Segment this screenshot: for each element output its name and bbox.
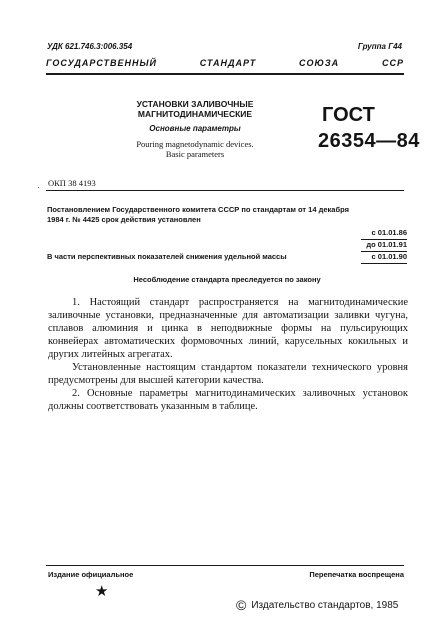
group-code: Группа Г44 bbox=[357, 42, 402, 51]
perspective-indicators-text: В части перспективных показателей снижения удельной массы bbox=[47, 252, 287, 261]
publisher-line bbox=[236, 597, 398, 613]
margin-mark: · bbox=[37, 183, 40, 192]
english-title-line-2: Basic parameters bbox=[165, 149, 225, 159]
udk-code: УДК 621.746.3:006.354 bbox=[47, 42, 133, 51]
english-title bbox=[110, 139, 280, 159]
paragraph-3: 2. Основные параметры магнитодинамических заливочных установок должны соответствовать указанным в таблице. bbox=[48, 388, 408, 412]
copyright-icon: © bbox=[236, 597, 247, 613]
star-icon: ★ bbox=[95, 583, 109, 600]
official-edition-label: Издание официальное bbox=[48, 570, 134, 579]
perspective-date: с 01.01.90 bbox=[361, 252, 407, 264]
gost-number: 26354—84 bbox=[318, 130, 420, 152]
decree-line-2: 1984 г. № 4425 срок действия установлен bbox=[47, 215, 201, 224]
decree-line-1: Постановлением Государственного комитета СССР по стандартам от 14 декабря bbox=[47, 205, 349, 214]
validity-date-to: до 01.01.91 bbox=[361, 240, 407, 252]
legal-warning: Несоблюдение стандарта преследуется по закону bbox=[133, 275, 321, 284]
paragraph-2: Установленные настоящим стандартом показатели технического уровня предусмотрены для высшей категории качества. bbox=[48, 362, 408, 386]
state-standard-banner bbox=[46, 58, 404, 68]
footer-rule bbox=[46, 565, 404, 566]
validity-date-from: с 01.01.86 bbox=[361, 228, 407, 240]
decree-text bbox=[47, 205, 407, 225]
english-title-line-1: Pouring magnetodynamic devices. bbox=[136, 139, 254, 149]
paragraph-1: 1. Настоящий стандарт распространяется на магнитодинамические заливочные установки, предназначенные для автоматизации заливки чугуна, сплавов алюминия и цинка в неподвижные формы на пульсирующих конвейерах автоматических формовочных линий, карусельных кокильных и других литейных агрегатах. bbox=[48, 297, 408, 360]
banner-word-union: СОЮЗА bbox=[299, 58, 340, 68]
title-line-1: УСТАНОВКИ ЗАЛИВОЧНЫЕ bbox=[136, 99, 254, 109]
document-title bbox=[110, 99, 280, 119]
banner-word-state: ГОСУДАРСТВЕННЫЙ bbox=[46, 58, 157, 68]
top-rule bbox=[46, 73, 404, 75]
banner-word-standard: СТАНДАРТ bbox=[199, 58, 257, 68]
body-text bbox=[48, 296, 408, 413]
okp-rule bbox=[46, 190, 404, 191]
banner-word-ussr: ССР bbox=[381, 58, 404, 68]
title-line-2: МАГНИТОДИНАМИЧЕСКИЕ bbox=[137, 109, 253, 119]
okp-code: ОКП 38 4193 bbox=[48, 178, 96, 188]
document-subtitle: Основные параметры bbox=[149, 124, 241, 133]
publisher-name: Издательство стандартов, 1985 bbox=[251, 600, 399, 611]
gost-label: ГОСТ bbox=[322, 104, 375, 126]
reprint-prohibited-label: Перепечатка воспрещена bbox=[309, 570, 404, 579]
